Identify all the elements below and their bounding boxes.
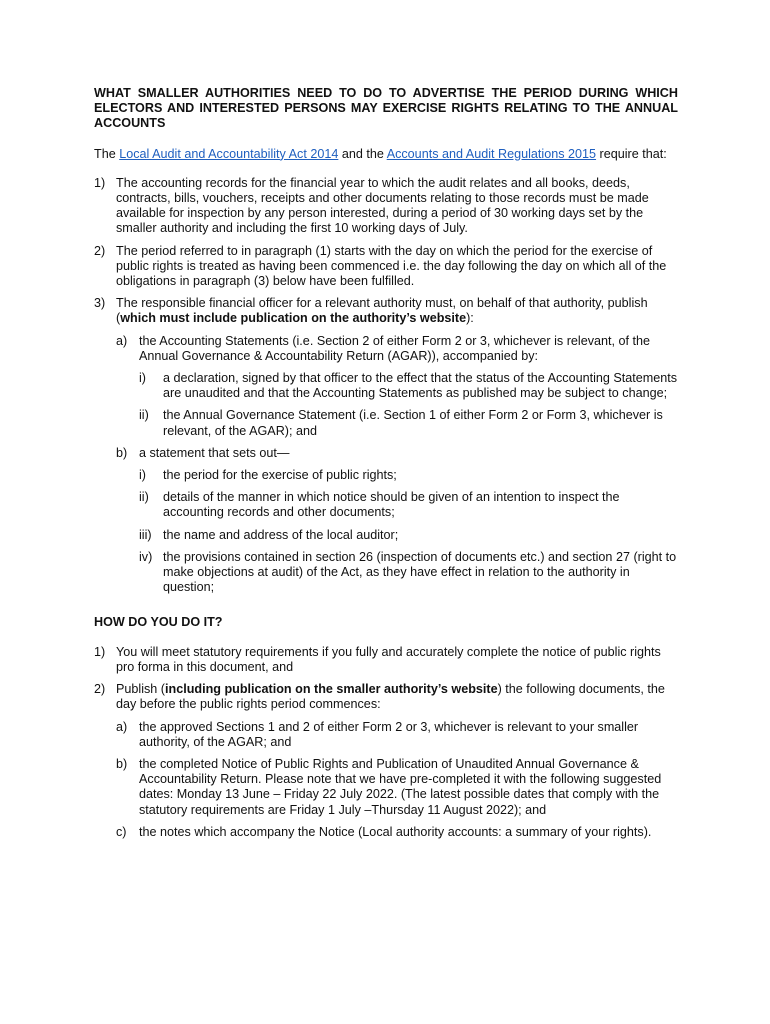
- sub-sub-list-item: [139, 468, 678, 483]
- sub-sub-list-numeral: iii): [139, 527, 152, 542]
- sub-sub-list-numeral: ii): [139, 490, 149, 505]
- sub-sub-list-item: [139, 490, 678, 520]
- sub-list-item-text: the completed Notice of Public Rights and Publication of Unaudited Annual Governance & Accountability Return. Please note that we have pre-completed it with the following suggested dates: Monday 13 June – Friday 22 July 2022. (The latest possible dates that comply with the statutory requirements are Friday 1 July –Thursday 11 August 2022); and: [139, 756, 662, 817]
- sub-sub-list-numeral: i): [139, 371, 146, 386]
- sub-list: [116, 720, 678, 840]
- sub-list: [116, 334, 678, 596]
- sub-list-item: [116, 757, 678, 818]
- list-number: 2): [94, 243, 106, 258]
- sub-list-item-text: the notes which accompany the Notice (Local authority accounts: a summary of your rights).: [139, 824, 652, 839]
- list-item-text: ) the following documents, the day before the public rights period commences:: [116, 682, 665, 712]
- sub-list-item: [116, 720, 678, 750]
- sub-list-letter: c): [116, 824, 127, 839]
- list-item-text: You will meet statutory requirements if you fully and accurately complete the notice of public rights pro forma in this document, and: [116, 644, 661, 674]
- list-item-text: The responsible financial officer for a relevant authority must, on behalf of that authority, publish (: [116, 296, 648, 326]
- list-item-text: ):: [466, 311, 474, 326]
- sub-list-item: [116, 446, 678, 596]
- sub-list-letter: a): [116, 719, 128, 734]
- list-item-text: Publish (: [116, 682, 165, 697]
- sub-list-item-text: a statement that sets out—: [139, 445, 290, 460]
- document-title: WHAT SMALLER AUTHORITIES NEED TO DO TO ADVERTISE THE PERIOD DURING WHICH ELECTORS AND INTERESTED PERSONS MAY EXERCISE RIGHTS RELATING TO THE ANNUAL ACCOUNTS: [94, 86, 678, 131]
- list-number: 1): [94, 175, 106, 190]
- list-item: [94, 176, 678, 237]
- sub-sub-list-item: [139, 550, 678, 596]
- link-local-audit-act[interactable]: Local Audit and Accountability Act 2014: [119, 146, 339, 161]
- sub-sub-list-numeral: i): [139, 468, 146, 483]
- sub-sub-list-numeral: iv): [139, 549, 153, 564]
- sub-list-item: [116, 825, 678, 840]
- sub-list-item-text: the Accounting Statements (i.e. Section 2 of either Form 2 or 3, whichever is relevant, of the Annual Governance & Accountability Return (AGAR)), accompanied by:: [139, 333, 651, 363]
- list-item-bold-text: which must include publication on the authority’s website: [120, 311, 467, 326]
- intro-suffix: require that:: [596, 146, 667, 161]
- list-item-bold-text: including publication on the smaller authority’s website: [165, 682, 498, 697]
- list-item-text: The period referred to in paragraph (1) starts with the day on which the period for the exercise of public rights is treated as having been commenced i.e. the day following the day on which all of the obligations in paragraph (3) below have been fulfilled.: [116, 243, 667, 289]
- sub-sub-list-item-text: the provisions contained in section 26 (inspection of documents etc.) and section 27 (right to make objections at audit) of the Act, as they have effect in relation to the authority in question;: [163, 549, 677, 595]
- intro-middle: and the: [338, 146, 387, 161]
- list-number: 3): [94, 296, 106, 311]
- document-page: [94, 86, 678, 847]
- sub-list-item: [116, 334, 678, 439]
- how-to-list: [94, 645, 678, 840]
- sub-sub-list-item: [139, 371, 678, 401]
- sub-list-letter: b): [116, 756, 128, 771]
- list-number: 1): [94, 644, 106, 659]
- sub-list-letter: b): [116, 445, 128, 460]
- list-number: 2): [94, 682, 106, 697]
- list-item: [94, 645, 678, 675]
- sub-sub-list-numeral: ii): [139, 408, 149, 423]
- sub-sub-list-item-text: the period for the exercise of public rights;: [163, 468, 397, 483]
- intro-paragraph: [94, 147, 678, 162]
- list-item: [94, 244, 678, 290]
- sub-sub-list: [139, 468, 678, 595]
- sub-sub-list-item-text: a declaration, signed by that officer to the effect that the status of the Accounting Statements are unaudited and that the Accounting Statements as published may be subject to change;: [163, 371, 678, 401]
- list-item: [94, 682, 678, 840]
- intro-prefix: The: [94, 146, 120, 161]
- sub-sub-list-item: [139, 528, 678, 543]
- sub-sub-list-item: [139, 408, 678, 438]
- sub-sub-list: [139, 371, 678, 439]
- list-item: [94, 296, 678, 595]
- sub-sub-list-item-text: details of the manner in which notice should be given of an intention to inspect the accounting records and other documents;: [163, 490, 620, 520]
- sub-list-letter: a): [116, 333, 128, 348]
- sub-sub-list-item-text: the name and address of the local auditor;: [163, 527, 399, 542]
- sub-list-item-text: the approved Sections 1 and 2 of either Form 2 or 3, whichever is relevant to your smaller authority, of the AGAR; and: [139, 719, 639, 749]
- list-item-text: The accounting records for the financial year to which the audit relates and all books, deeds, contracts, bills, vouchers, receipts and other documents relating to those records must be made available for inspection by any person interested, during a period of 30 working days set by the smaller authority and including the first 10 working days of July.: [116, 175, 649, 236]
- requirements-list: [94, 176, 678, 596]
- link-accounts-audit-regulations[interactable]: Accounts and Audit Regulations 2015: [386, 146, 597, 161]
- sub-sub-list-item-text: the Annual Governance Statement (i.e. Section 1 of either Form 2 or Form 3, whichever is relevant, of the AGAR); and: [163, 408, 663, 438]
- section-heading: HOW DO YOU DO IT?: [94, 615, 223, 630]
